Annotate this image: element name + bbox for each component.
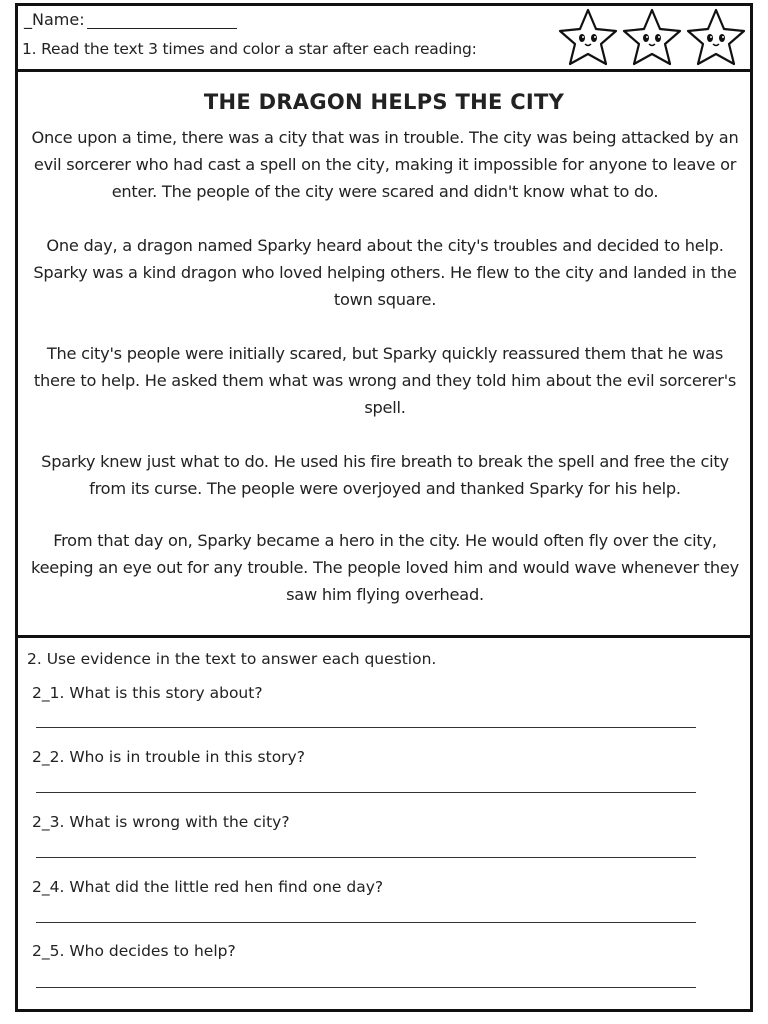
story-paragraph: One day, a dragon named Sparky heard about the city's troubles and decided to help. Sparky was a kind dragon who loved helping others. He flew to the city and landed in the town square. bbox=[33, 236, 737, 309]
reading-instruction: 1. Read the text 3 times and color a star after each reading: bbox=[22, 40, 477, 58]
reading-stars bbox=[556, 6, 752, 72]
worksheet bbox=[15, 3, 753, 1012]
worksheet-header bbox=[18, 6, 750, 72]
star-face-icon[interactable] bbox=[620, 6, 684, 72]
answer-line-1[interactable] bbox=[36, 727, 696, 728]
story-paragraph: Sparky knew just what to do. He used his fire breath to break the spell and free the city from its curse. The people were overjoyed and thanked Sparky for his help. bbox=[41, 452, 729, 498]
answer-line-5[interactable] bbox=[36, 987, 696, 988]
question-5: 2_5. Who decides to help? bbox=[32, 942, 236, 960]
question-1: 2_1. What is this story about? bbox=[32, 684, 263, 702]
questions-instruction: 2. Use evidence in the text to answer each question. bbox=[27, 650, 437, 668]
answer-line-3[interactable] bbox=[36, 857, 696, 858]
answer-line-4[interactable] bbox=[36, 922, 696, 923]
star-face-icon[interactable] bbox=[556, 6, 620, 72]
question-3: 2_3. What is wrong with the city? bbox=[32, 813, 290, 831]
story-section bbox=[18, 72, 750, 638]
story-title: THE DRAGON HELPS THE CITY bbox=[203, 90, 565, 114]
story-paragraph: Once upon a time, there was a city that was in trouble. The city was being attacked by an evil sorcerer who had cast a spell on the city, making it impossible for anyone to leave or enter. The people of the city were scared and didn't know what to do. bbox=[31, 128, 739, 201]
answer-line-2[interactable] bbox=[36, 792, 696, 793]
story-paragraph: From that day on, Sparky became a hero in the city. He would often fly over the city, keeping an eye out for any trouble. The people loved him and would wave whenever they saw him flying overhead. bbox=[31, 531, 739, 604]
story-paragraph: The city's people were initially scared, but Sparky quickly reassured them that he was there to help. He asked them what was wrong and they told him about the evil sorcerer's spell. bbox=[33, 344, 737, 417]
name-write-line[interactable] bbox=[87, 14, 237, 29]
question-4: 2_4. What did the little red hen find one day? bbox=[32, 878, 384, 896]
name-field[interactable] bbox=[24, 10, 237, 29]
questions-section bbox=[18, 638, 750, 1009]
star-face-icon[interactable] bbox=[684, 6, 748, 72]
name-label: _Name: bbox=[24, 10, 85, 29]
question-2: 2_2. Who is in trouble in this story? bbox=[32, 748, 305, 766]
